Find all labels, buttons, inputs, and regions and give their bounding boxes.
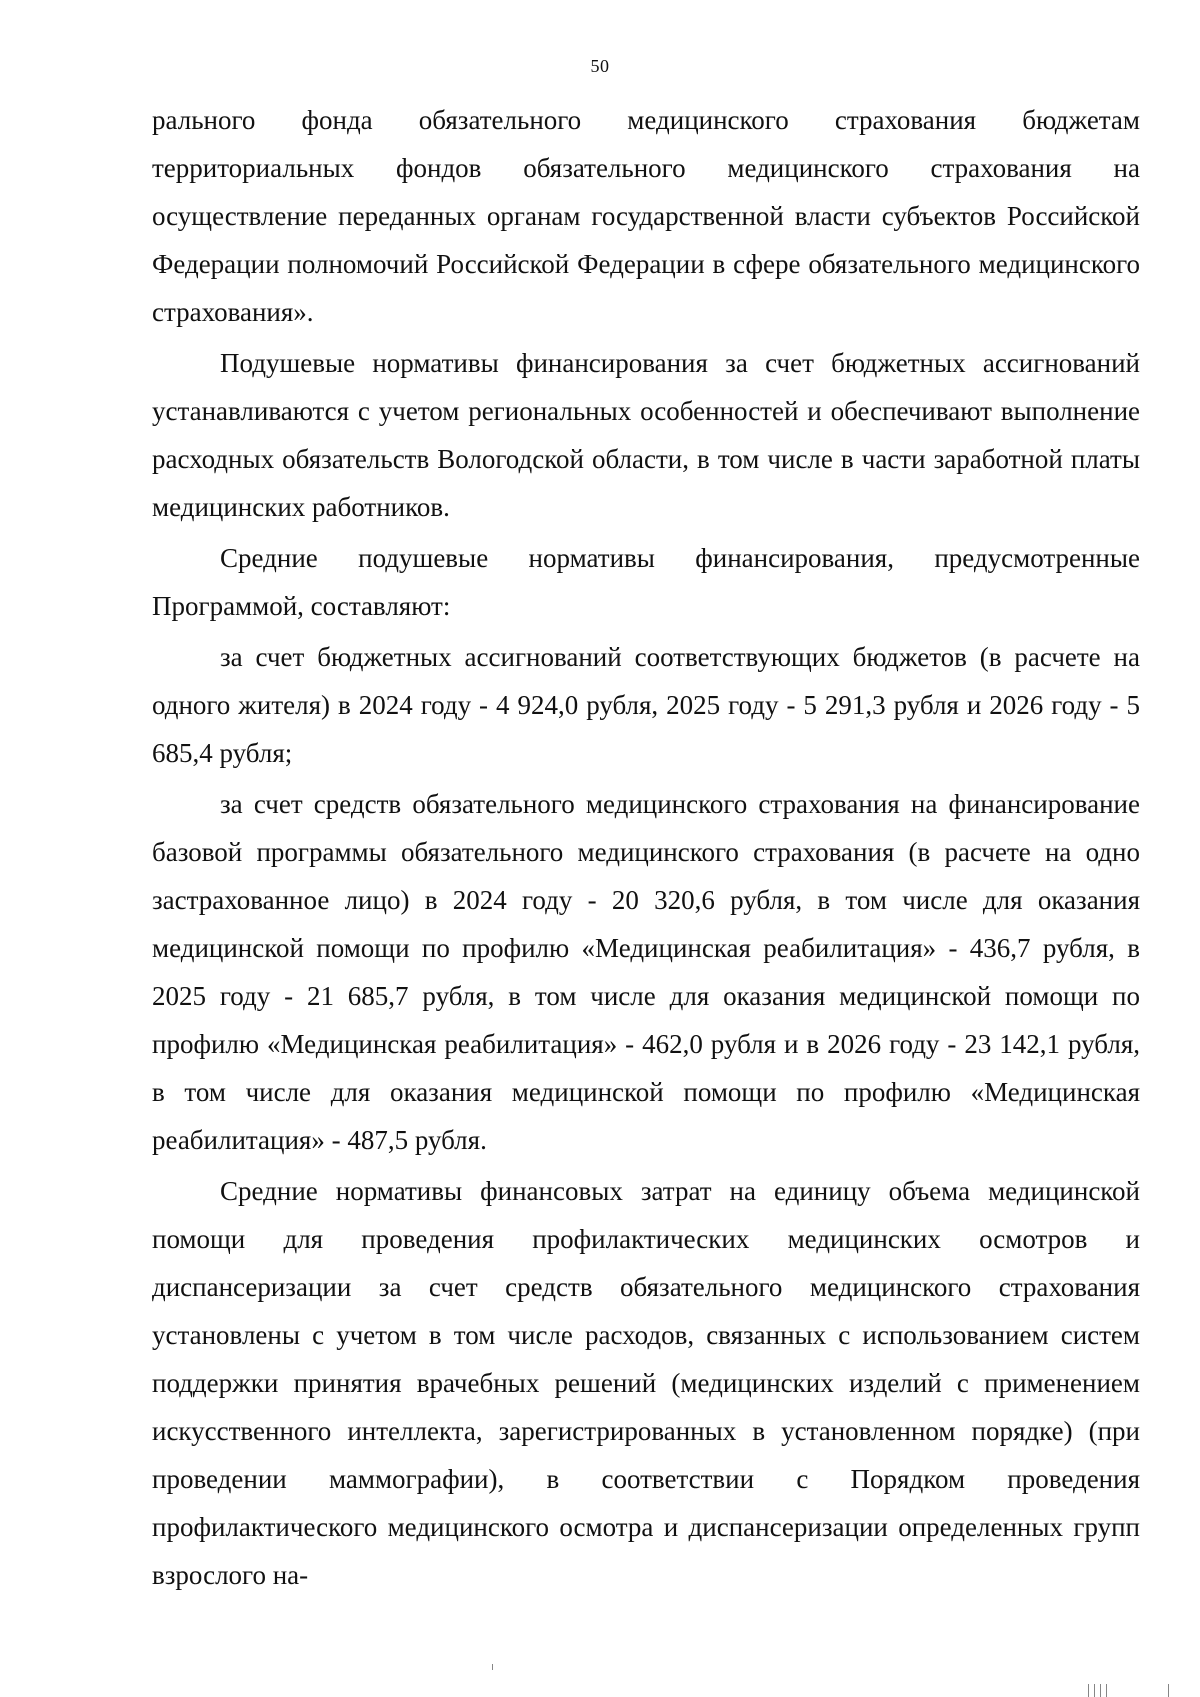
scan-artifact — [1106, 1684, 1107, 1697]
scan-artifact — [1168, 1684, 1169, 1697]
paragraph-insurance-funds: за счет средств обязательного медицинского страхования на финансирование базовой программы обязательного медицинского страхования (в расчете на одно застрахованное лицо) в 2024 году - 20 320,6 рубля, в том числе для оказания медицинской помощи по профилю «Медицинская реабилитация» - 436,7 рубля, в 2025 году - 21 685,7 рубля, в том числе для оказания медицинской помощи по профилю «Медицинская реабилитация» - 462,0 рубля и в 2026 году - 23 142,1 рубля, в том числе для оказания медицинской помощи по профилю «Медицинская реабилитация» - 487,5 рубля. — [152, 789, 1140, 1155]
paragraph-per-capita-standards: Подушевые нормативы финансирования за счет бюджетных ассигнований устанавливаются с учетом региональных особенностей и обеспечивают выполнение расходных обязательств Вологодской области, в том числе в части заработной платы медицинских работников. — [152, 348, 1140, 522]
paragraph-continuation: рального фонда обязательного медицинского страхования бюджетам территориальных фондов обязательного медицинского страхования на осуществление переданных органам государственной власти субъектов Российской Федерации полномочий Российской Федерации в сфере обязательного медицинского страхования». — [152, 105, 1140, 327]
paragraph-financial-cost-standards: Средние нормативы финансовых затрат на единицу объема медицинской помощи для проведения профилактических медицинских осмотров и диспансеризации за счет средств обязательного медицинского страхования установлены с учетом в том числе расходов, связанных с использованием систем поддержки принятия врачебных решений (медицинских изделий с применением искусственного интеллекта, зарегистрированных в установленном порядке) (при проведении маммографии), в соответствии с Порядком проведения профилактического медицинского осмотра и диспансеризации определенных групп взрослого на- — [152, 1176, 1140, 1590]
page-number: 50 — [590, 56, 610, 76]
scan-artifact — [1094, 1684, 1095, 1697]
paragraph-budget-allocations: за счет бюджетных ассигнований соответствующих бюджетов (в расчете на одного жителя) в 2024 году - 4 924,0 рубля, 2025 году - 5 291,3 рубля и 2026 году - 5 685,4 рубля; — [152, 642, 1140, 768]
paragraph-average-standards-intro: Средние подушевые нормативы финансирования, предусмотренные Программой, составляют: — [152, 543, 1140, 621]
scan-artifact — [1100, 1684, 1101, 1697]
scan-artifact — [1088, 1684, 1089, 1697]
document-body — [152, 96, 1140, 1602]
scan-artifact — [492, 1664, 493, 1670]
